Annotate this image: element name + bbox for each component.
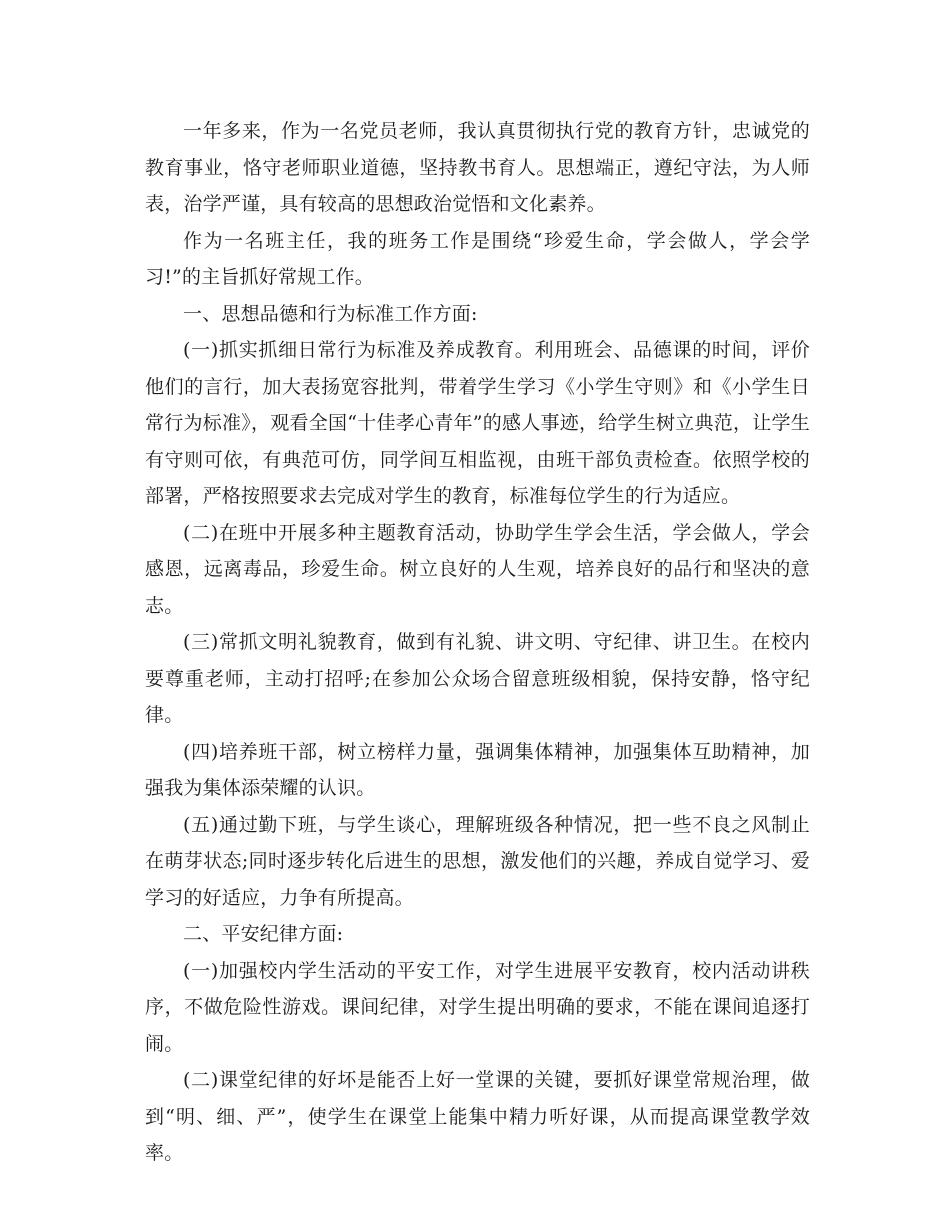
paragraph-intro: 一年多来，作为一名党员老师，我认真贯彻执行党的教育方针，忠诚党的教育事业，恪守老师职业道德，坚持教书育人。思想端正，遵纪守法，为人师表，治学严谨，具有较高的思想政治觉悟和文化素养。 bbox=[145, 120, 810, 215]
document-body bbox=[145, 113, 810, 1172]
paragraph-item-1: (一)抓实抓细日常行为标准及养成教育。利用班会、品德课的时间，评价他们的言行，加大表扬宽容批判，带着学生学习《小学生守则》和《小学生日常行为标准》，观看全国“十佳孝心青年”的感人事迹，给学生树立典范，让学生有守则可依，有典范可仿，同学间互相监视，由班干部负责检查。依照学校的部署，严格按照要求去完成对学生的教育，标准每位学生的行为适应。 bbox=[145, 339, 810, 507]
paragraph-safety-1: (一)加强校内学生活动的平安工作，对学生进展平安教育，校内活动讲秩序，不做危险性游戏。课间纪律，对学生提出明确的要求，不能在课间追逐打闹。 bbox=[145, 959, 810, 1055]
section-heading-safety: 二、平安纪律方面: bbox=[183, 923, 344, 945]
paragraph-item-4: (四)培养班干部，树立榜样力量，强调集体精神，加强集体互助精神，加强我为集体添荣耀的认识。 bbox=[145, 740, 810, 799]
paragraph-item-3: (三)常抓文明礼貌教育，做到有礼貌、讲文明、守纪律、讲卫生。在校内要尊重老师，主动打招呼;在参加公众场合留意班级相貌，保持安静，恪守纪律。 bbox=[145, 631, 810, 726]
section-heading-morality: 一、思想品德和行为标准工作方面: bbox=[183, 302, 478, 325]
paragraph-item-2: (二)在班中开展多种主题教育活动，协助学生学会生活，学会做人，学会感恩，远离毒品，珍爱生命。树立良好的人生观，培养良好的品行和坚决的意志。 bbox=[145, 521, 810, 617]
paragraph-safety-2: (二)课堂纪律的好坏是能否上好一堂课的关键，要抓好课堂常规治理，做到“明、细、严”，使学生在课堂上能集中精力听好课，从而提高课堂教学效率。 bbox=[145, 1069, 810, 1164]
paragraph-class-work: 作为一名班主任，我的班务工作是围绕“珍爱生命，学会做人，学会学习!”的主旨抓好常规工作。 bbox=[145, 229, 810, 288]
paragraph-item-5: (五)通过勤下班，与学生谈心，理解班级各种情况，把一些不良之风制止在萌芽状态;同时逐步转化后进生的思想，激发他们的兴趣，养成自觉学习、爱学习的好适应，力争有所提高。 bbox=[145, 813, 810, 909]
